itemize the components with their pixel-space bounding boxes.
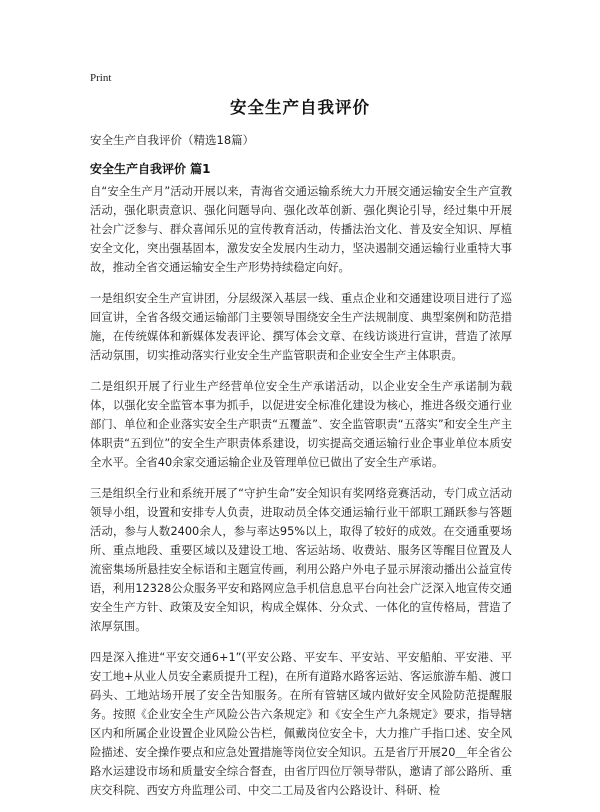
section-heading: 安全生产自我评价 篇1 (90, 162, 211, 176)
print-link[interactable]: Print (90, 72, 112, 84)
document-subtitle: 安全生产自我评价（精选18篇） (90, 133, 255, 147)
document-body (90, 182, 512, 812)
paragraph-2: 二是组织开展了行业生产经营单位安全生产承诺活动，以企业安全生产承诺制为载体，以强化安全监管本事为抓手，以促进安全标准化建设为核心，推进各级交通行业部门、单位和企业落实安全生产职责“五覆盖”、安全监管职责“五落实”和安全生产主体职责“五到位”的安全生产职责体系建设，切实提高交通运输行业企事业单位本质安全水平。全省40余家交通运输企业及管理单位已做出了安全生产承诺。 (90, 380, 512, 469)
paragraph-4: 四是深入推进“平安交通6+1”(平安公路、平安车、平安站、平安船舶、平安港、平安工地+从业人员安全素质提升工程)，在所有道路水路客运站、客运旅游车船、渡口码头、工地站场开展了安全告知服务。在所有管辖区域内做好安全风险防范提醒服务。按照《企业安全生产风险公告六条规定》和《安全生产九条规定》要求，指导辖区内和所属企业设置企业风险公告栏，佩戴岗位安全卡，大力推广手指口述、安全风险描述、安全操作要点和应急处置措施等岗位安全知识。五是省厅开展20＿年全省公路水运建设市场和质量安全综合督查，由省厅四位厅领导带队，邀请了部公路所、重庆交科院、西安方舟监理公司、中交二工局及省内公路设计、科研、检 (90, 651, 512, 797)
paragraph-intro: 自“安全生产月”活动开展以来，青海省交通运输系统大力开展交通运输安全生产宣教活动，强化职责意识、强化问题导向、强化改革创新、强化舆论引导，经过集中开展社会广泛参与、群众喜闻乐见的宣传教育活动，传播法治文化、普及安全知识、厚植安全文化，突出强基固本，激发安全发展内生动力，坚决遏制交通运输行业重特大事故，推动全省交通运输安全生产形势持续稳定向好。 (90, 185, 512, 274)
paragraph-3: 三是组织全行业和系统开展了“守护生命”安全知识有奖网络竞赛活动，专门成立活动领导小组，设置和安排专人负责，进取动员全体交通运输行业干部职工踊跃参与答题活动，参与人数2400余人，参与率达95%以上，取得了较好的成效。在交通重要场所、重点地段、重要区域以及建设工地、客运站场、收费站、服务区等醒目位置及人流密集场所悬挂安全标语和主题宣传画，利用公路户外电子显示屏滚动播出公益宣传语，利用12328公众服务平安和路网应急手机信息息平台向社会广泛深入地宣传交通安全生产方针、政策及安全知识，构成全媒体、分众式、一体化的宣传格局，营造了浓厚氛围。 (90, 487, 512, 633)
paragraph-1: 一是组织安全生产宣讲团，分层级深入基层一线、重点企业和交通建设项目进行了巡回宣讲，全省各级交通运输部门主要领导围绕安全生产法规制度、典型案例和防范措施，在传统媒体和新媒体发表评论、撰写体会文章、在线访谈进行宣讲，营造了浓厚活动氛围，切实推动落实行业安全生产监管职责和企业安全生产主体职责。 (90, 292, 512, 362)
page-title: 安全生产自我评价 (230, 98, 370, 117)
